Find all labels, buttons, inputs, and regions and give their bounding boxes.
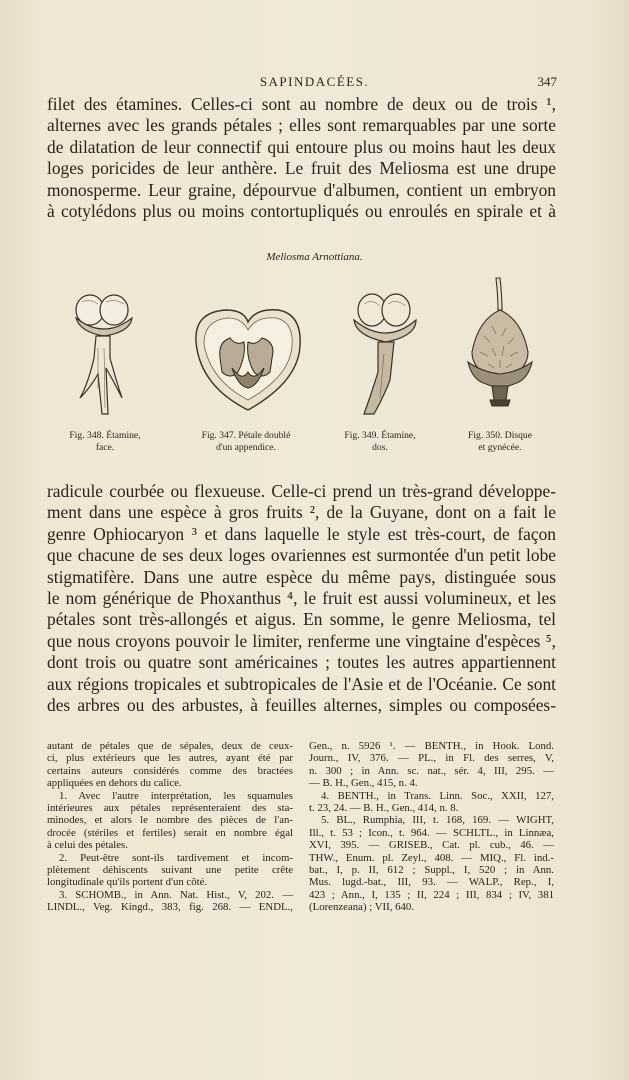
footnote-line: Gen., n. 5926 ¹. — BENTH., in Hook. Lond. [309, 740, 554, 752]
footnote-line: appliquées en dehors du calice. [47, 777, 182, 790]
paragraph-2 [47, 481, 556, 716]
text-line: stigmatifère. Dans une autre espèce du même pays, distinguée sous [47, 566, 556, 587]
footnote-line: autant de pétales que de sépales, deux de ceux- [47, 740, 293, 752]
running-title: SAPINDACÉES. [259, 74, 370, 89]
text-line: des arbres ou des arbustes, à feuilles alternes, simples ou composées- [47, 695, 556, 716]
footnote-line: — B. H., Gen., 415, n. 4. [309, 777, 418, 790]
footnote-line: certains auteurs considérés comme des bractées [47, 764, 293, 777]
text-line: genre Ophiocaryon ³ et dans laquelle le style est très-court, de façon [47, 523, 556, 544]
figure-label-line: et gynécée. [478, 442, 522, 453]
text-line: que nous croyons pouvoir le limiter, renferme une vingtaine d'espèces ⁵, [47, 630, 556, 651]
footnote-line: 4. BENTH., in Trans. Linn. Soc., XXII, 127, [321, 789, 554, 802]
footnote-line: 423 ; Ann., I, 135 ; II, 224 ; III, 834 ; IV, 381 [309, 888, 554, 901]
footnotes-left-column [47, 740, 293, 914]
footnote-line: LINDL., Veg. Kingd., 383, fig. 268. — ENDL., [47, 901, 293, 914]
page-number: 347 [537, 74, 557, 89]
figure-label-line: Fig. 348. Étamine, [69, 430, 141, 441]
stamen-face-illustration [68, 288, 140, 418]
text-line: filet des étamines. Celles-ci sont au nombre de deux ou de trois ¹, [47, 94, 556, 114]
disc-gynoecium-illustration [462, 276, 538, 418]
figure-label-347 [185, 430, 307, 454]
figure-label-line: Fig. 349. Étamine, [344, 430, 416, 441]
text-line: radicule courbée ou flexueuse. Celle-ci prend un très-grand développe- [47, 481, 556, 501]
figure-stamen-back [350, 288, 422, 420]
footnote-line: n. 300 ; in Ann. sc. nat., sér. 4, III, 295. — [309, 764, 554, 777]
text-line: aux régions tropicales et subtropicales de l'Asie et de l'Océanie. Ce sont [47, 673, 556, 694]
footnote-line: minodes, et alors le nombre des pièces de l'an- [47, 814, 293, 827]
text-line: dont trois ou quatre sont américaines ; toutes les autres appartiennent [47, 652, 556, 673]
footnote-line: 3. SCHOMB., in Ann. Nat. Hist., V, 202. — [59, 888, 293, 901]
footnote-line: ci, plus extérieurs que les autres, ayant été par [47, 752, 293, 765]
figure-label-350 [445, 430, 555, 454]
running-head [0, 74, 629, 92]
text-line: de dilatation de leur connectif qui entoure plus ou moins haut les deux [47, 136, 556, 157]
footnote-line: drocée (stériles et fertiles) serait en nombre égal [47, 826, 293, 839]
footnote-line: (Lorenzeana) ; VII, 640. [309, 901, 415, 914]
text-line: à cotylédons plus ou moins contortupliqués ou enroulés en spirale et à [47, 201, 556, 222]
text-line: ment dans une espèce à gros fruits ², de la Guyane, dont on a fait le [47, 502, 556, 523]
text-line: loges poricides de leur anthère. Le fruit des Meliosma est une drupe [47, 158, 556, 179]
figure-label-348 [50, 430, 160, 454]
footnote-line: plètement déhiscents suivant une petite crête [47, 864, 293, 877]
footnote-line: 5. BL., Rumphia, III, t. 168, 169. — WIGHT, [321, 814, 554, 827]
figure-label-line: dos. [372, 442, 388, 453]
figure-label-349 [325, 430, 435, 454]
text-line: pétales sont très-allongés et aigus. En somme, le genre Meliosma, tel [47, 609, 556, 630]
footnote-line: à celui des pétales. [47, 839, 128, 852]
footnotes-right-column [309, 740, 554, 914]
footnote-line: THW., Enum. pl. Zeyl., 408. — MIQ., Fl. ind.- [309, 851, 554, 864]
figure-title: Meliosma Arnottiana. [266, 251, 363, 263]
footnote-line: bat., I, p. II, 612 ; Suppl., I, 520 ; in Ann. [309, 864, 554, 877]
footnote-line: longitudinale qu'ils portent d'un côté. [47, 876, 208, 889]
figure-stamen-face [68, 288, 140, 418]
footnote-line: intérieures aux pétales représenteraient des sta- [47, 802, 293, 815]
stamen-back-illustration [350, 288, 422, 420]
footnote-line: Mus. lugd.-bat., III, 93. — WALP., Rep., I, [309, 876, 554, 889]
petal-illustration [186, 302, 306, 414]
footnote-line: XVI, 395. — GRISEB., Cat. pl. cub., 46. — [309, 839, 554, 852]
figure-label-line: Fig. 350. Disque [468, 430, 532, 441]
footnote-line: 1. Avec l'autre interprétation, les squamules [59, 789, 293, 802]
footnote-line: Journ., IV, 376. — PL., in Fl. des serres, V, [309, 752, 554, 765]
figure-disc-gynoecium [462, 276, 538, 418]
figure-label-line: face. [95, 442, 115, 453]
footnote-line: Ill., t. 53 ; Icon., t. 964. — SCHLTL., in Linnæa, [309, 826, 554, 839]
paragraph-1 [47, 94, 556, 222]
text-line: alternes avec les grands pétales ; elles sont remarquables par une sorte [47, 115, 556, 136]
text-line: monosperme. Leur graine, dépourvue d'albumen, contient un embryon [47, 179, 556, 200]
figure-label-line: Fig. 347. Pétale doublé [201, 430, 291, 441]
footnote-line: 2. Peut-être sont-ils tardivement et incom- [59, 851, 293, 864]
figure-label-line: d'un appendice. [216, 442, 276, 453]
text-line: que chacune de ses deux loges ovariennes est surmontée d'un petit lobe [47, 545, 556, 566]
footnote-line: t. 23, 24. — B. H., Gen., 414, n. 8. [309, 802, 459, 815]
text-line: le nom générique de Phoxanthus ⁴, le fruit est aussi volumineux, et les [47, 588, 556, 609]
figure-petal [186, 302, 306, 414]
